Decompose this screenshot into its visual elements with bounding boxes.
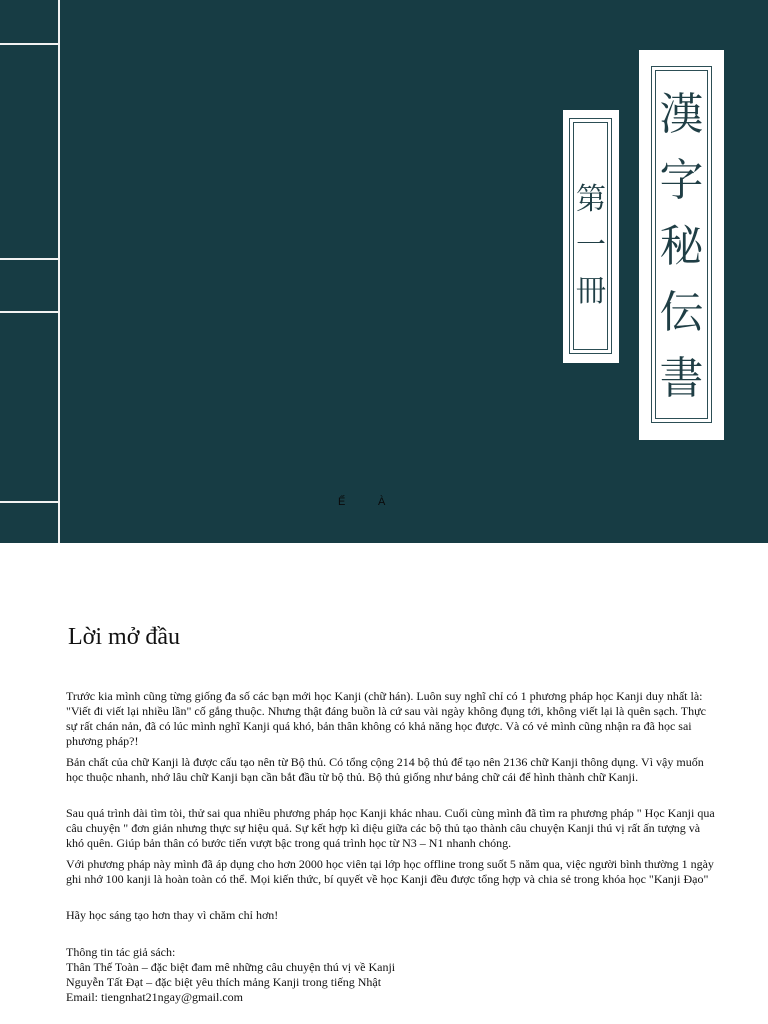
author-info (66, 945, 395, 1005)
page-title: Lời mở đầu (68, 624, 181, 650)
intro-closing-line: Hãy học sáng tạo hơn thay vì chăm chỉ hơn! (66, 908, 279, 922)
title-char: 伝 (659, 287, 704, 338)
binding-line (58, 0, 60, 543)
title-char: 字 (659, 155, 704, 206)
volume-char: 一 (576, 228, 606, 263)
binding-tick (0, 258, 60, 260)
intro-paragraph: Bản chất của chữ Kanji là được cấu tạo nên từ Bộ thủ. Có tổng cộng 214 bộ thủ để tạo nên 2136 chữ Kanji thông dụng. Vì vậy muốn học thuộc nhanh, nhớ lâu chữ Kanji bạn cần bắt đầu từ bộ thủ. Bộ thủ giống như bảng chữ cái để hình thành chữ Kanji. (66, 755, 704, 784)
author-email: Email: tiengnhat21ngay@gmail.com (66, 990, 244, 1004)
cover-small-text: Ế (338, 496, 346, 508)
title-char: 漢 (659, 89, 704, 140)
binding-tick (0, 43, 60, 45)
volume-label (563, 110, 619, 363)
author-info-heading: Thông tin tác giả sách: (66, 945, 176, 959)
binding-tick (0, 311, 60, 313)
author-line: Thân Thế Toàn – đặc biệt đam mê những câu chuyện thú vị về Kanji (66, 960, 396, 974)
binding-tick (0, 501, 60, 503)
cover-small-text: À (378, 496, 386, 508)
main-title-label (639, 50, 724, 440)
volume-char: 第 (576, 182, 606, 217)
title-char: 書 (659, 353, 704, 404)
title-char: 秘 (659, 221, 704, 272)
volume-char: 冊 (576, 274, 606, 309)
author-line: Nguyễn Tất Đạt – đặc biệt yêu thích mảng Kanji trong tiếng Nhật (66, 975, 382, 989)
intro-paragraph: Sau quá trình dài tìm tòi, thử sai qua nhiều phương pháp học Kanji khác nhau. Cuối cùng mình đã tìm ra phương pháp " Học Kanji qua câu chuyện " đơn giản nhưng thực sự hiệu quả. Sự kết hợp kì diệu giữa các bộ thủ tạo thành câu chuyện Kanji thú vị rất ấn tượng và khó quên. Giúp bản thân có bước tiến vượt bậc trong quá trình học từ N3 – N1 nhanh chóng. (66, 806, 715, 850)
intro-paragraph: Với phương pháp này mình đã áp dụng cho hơn 2000 học viên tại lớp học offline trong suốt 5 năm qua, việc người bình thường 1 ngày ghi nhớ 100 kanji là hoàn toàn có thể. Mọi kiến thức, bí quyết về học Kanji đều được tổng hợp và chia sẻ trong khóa học "Kanji Đạo" (66, 857, 714, 886)
intro-paragraph: Trước kia mình cũng từng giống đa số các bạn mới học Kanji (chữ hán). Luôn suy nghĩ chỉ có 1 phương pháp học Kanji duy nhất là: "Viết đi viết lại nhiều lần" cố gắng thuộc. Nhưng thật đáng buồn là cứ sau vài ngày không đụng tới, không viết lại là quên sạch. Thực sự rất chán nản, đã có lúc mình nghĩ Kanji quá khó, bản thân không có khả năng học được. Và có vẻ mình cũng nhận ra đã học sai phương pháp?! (66, 689, 706, 748)
